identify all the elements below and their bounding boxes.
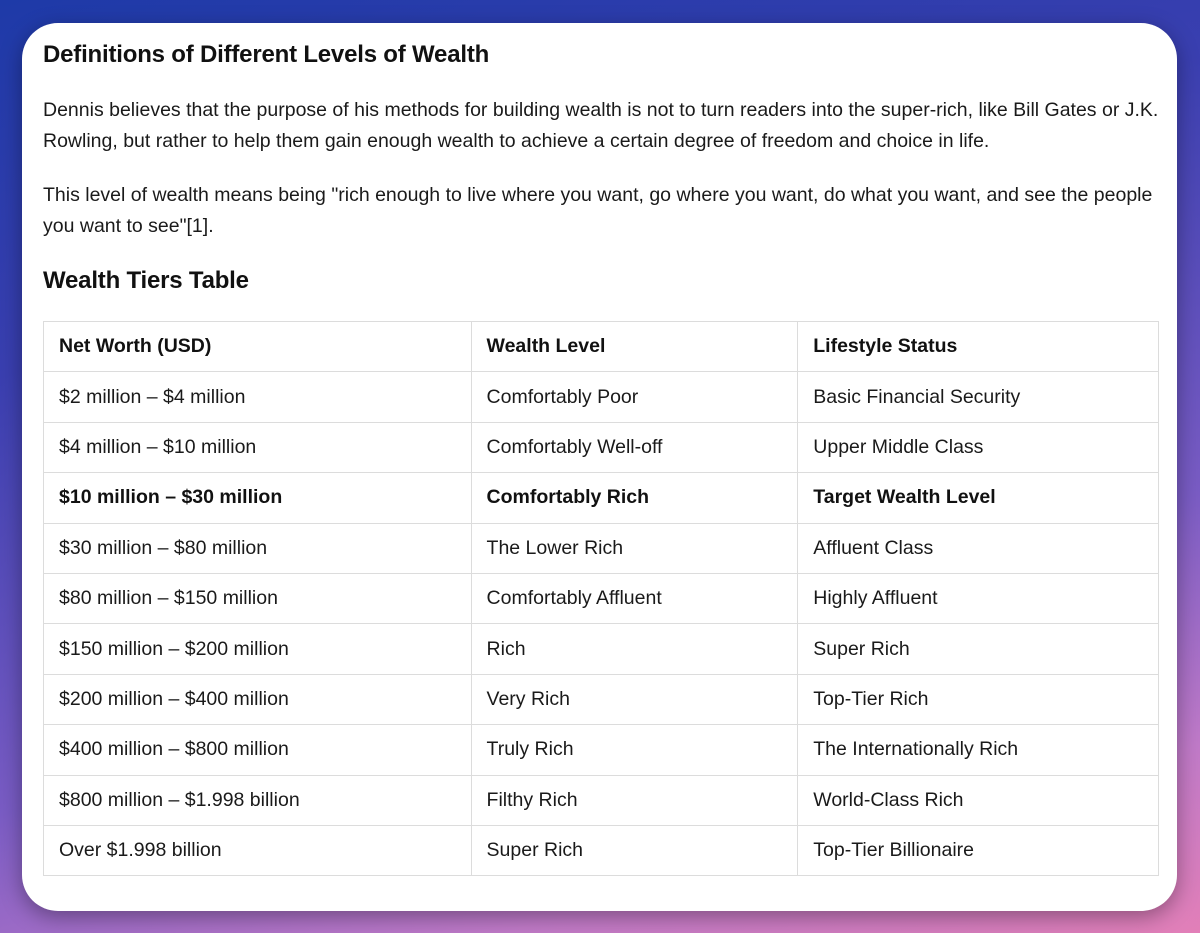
cell-wealth-level: Filthy Rich bbox=[471, 775, 798, 825]
cell-wealth-level: Comfortably Rich bbox=[471, 473, 798, 523]
cell-lifestyle-status: Top-Tier Rich bbox=[798, 674, 1159, 724]
table-row bbox=[44, 674, 1159, 724]
page-title: Definitions of Different Levels of Wealth bbox=[43, 41, 490, 68]
cell-net-worth: $30 million – $80 million bbox=[44, 523, 472, 573]
header-net-worth: Net Worth (USD) bbox=[44, 322, 472, 372]
cell-wealth-level: Truly Rich bbox=[471, 725, 798, 775]
cell-lifestyle-status: Target Wealth Level bbox=[798, 473, 1159, 523]
content-card bbox=[22, 23, 1177, 911]
wealth-tiers-table bbox=[43, 321, 1159, 876]
cell-wealth-level: Very Rich bbox=[471, 674, 798, 724]
table-row bbox=[44, 422, 1159, 472]
header-wealth-level: Wealth Level bbox=[471, 322, 798, 372]
cell-net-worth: $4 million – $10 million bbox=[44, 422, 472, 472]
cell-lifestyle-status: Basic Financial Security bbox=[798, 372, 1159, 422]
cell-lifestyle-status: Upper Middle Class bbox=[798, 422, 1159, 472]
cell-net-worth: $80 million – $150 million bbox=[44, 573, 472, 623]
cell-net-worth: $200 million – $400 million bbox=[44, 674, 472, 724]
table-row bbox=[44, 372, 1159, 422]
table-row bbox=[44, 624, 1159, 674]
cell-net-worth: Over $1.998 billion bbox=[44, 825, 472, 875]
cell-lifestyle-status: Highly Affluent bbox=[798, 573, 1159, 623]
cell-net-worth: $400 million – $800 million bbox=[44, 725, 472, 775]
table-title: Wealth Tiers Table bbox=[43, 267, 249, 294]
paragraph-intro: Dennis believes that the purpose of his methods for building wealth is not to turn readers into the super-rich, like Bill Gates or J.K. Rowling, but rather to help them gain enough wealth to achieve a certain degree of freedom and choice in life. bbox=[43, 99, 1159, 152]
cell-wealth-level: The Lower Rich bbox=[471, 523, 798, 573]
cell-wealth-level: Comfortably Affluent bbox=[471, 573, 798, 623]
cell-wealth-level: Super Rich bbox=[471, 825, 798, 875]
cell-lifestyle-status: Super Rich bbox=[798, 624, 1159, 674]
cell-net-worth: $10 million – $30 million bbox=[44, 473, 472, 523]
table-row bbox=[44, 825, 1159, 875]
table-row bbox=[44, 573, 1159, 623]
table-row-highlighted bbox=[44, 473, 1159, 523]
cell-wealth-level: Rich bbox=[471, 624, 798, 674]
table-header-row bbox=[44, 322, 1159, 372]
paragraph-quote: This level of wealth means being "rich enough to live where you want, go where you want, do what you want, and see the people you want to see"[1]. bbox=[43, 184, 1153, 237]
cell-lifestyle-status: Affluent Class bbox=[798, 523, 1159, 573]
table-row bbox=[44, 775, 1159, 825]
table-row bbox=[44, 725, 1159, 775]
table-row bbox=[44, 523, 1159, 573]
cell-lifestyle-status: The Internationally Rich bbox=[798, 725, 1159, 775]
cell-net-worth: $150 million – $200 million bbox=[44, 624, 472, 674]
cell-net-worth: $2 million – $4 million bbox=[44, 372, 472, 422]
cell-net-worth: $800 million – $1.998 billion bbox=[44, 775, 472, 825]
header-lifestyle-status: Lifestyle Status bbox=[798, 322, 1159, 372]
cell-lifestyle-status: Top-Tier Billionaire bbox=[798, 825, 1159, 875]
cell-wealth-level: Comfortably Poor bbox=[471, 372, 798, 422]
cell-lifestyle-status: World-Class Rich bbox=[798, 775, 1159, 825]
cell-wealth-level: Comfortably Well-off bbox=[471, 422, 798, 472]
